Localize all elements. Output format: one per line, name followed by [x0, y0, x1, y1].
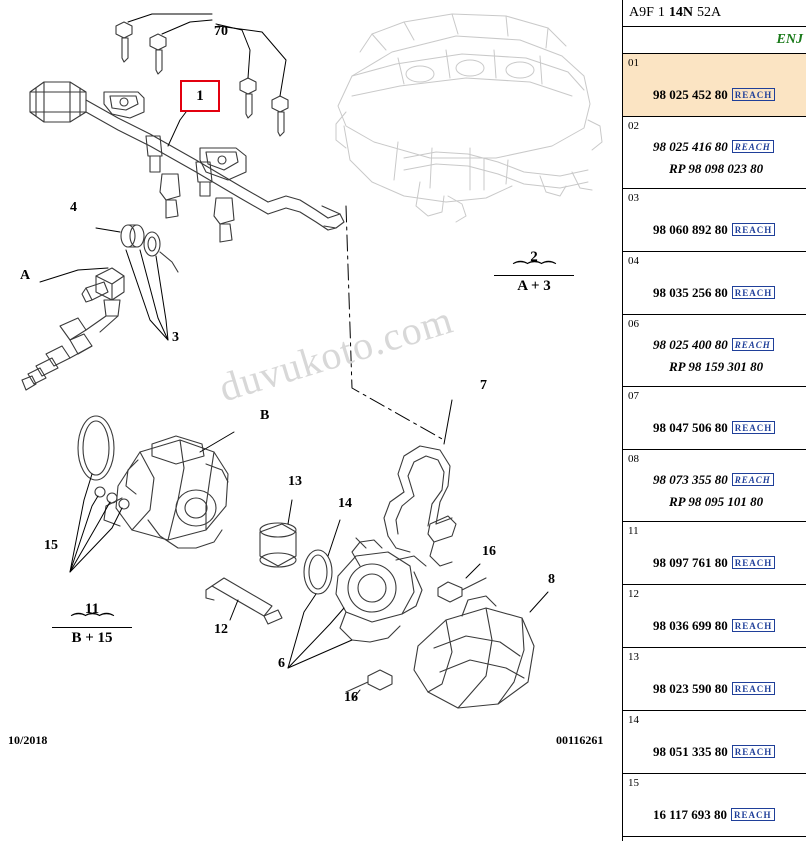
callout-7: 7	[480, 378, 487, 393]
table-row[interactable]	[623, 585, 806, 648]
part-number-text: 16 117 693 80	[653, 807, 728, 822]
assembly-a3-qty: 2	[530, 249, 538, 265]
row-index: 14	[628, 714, 639, 726]
part-number	[653, 744, 775, 760]
spacer-13	[260, 523, 296, 567]
part-number-text: 98 073 355 80	[653, 472, 728, 487]
row-index: 11	[628, 525, 639, 537]
assembly-b15-brace: ⌒⌒⌒	[70, 614, 113, 630]
callout-12: 12	[214, 622, 228, 637]
part-number-text: 98 025 400 80	[653, 337, 728, 352]
table-row[interactable]	[623, 387, 806, 450]
part-number	[653, 222, 775, 238]
part-number	[653, 472, 774, 488]
part-number-text: 98 047 506 80	[653, 420, 728, 435]
reach-badge: REACH	[731, 808, 775, 821]
part-number	[653, 807, 775, 823]
reach-badge: REACH	[732, 140, 774, 153]
section-label: ENJ	[623, 27, 806, 54]
parts-table	[622, 0, 806, 841]
engine-ghost-illustration	[336, 14, 602, 222]
injector-assembly	[22, 268, 124, 390]
callout-14: 14	[338, 496, 352, 511]
part-number	[653, 555, 775, 571]
callout-3: 3	[172, 330, 179, 345]
pump-cover-8	[414, 596, 534, 708]
reach-badge: REACH	[732, 556, 776, 569]
part-number	[653, 87, 775, 103]
row-index: 03	[628, 192, 639, 204]
callout-8: 8	[548, 572, 555, 587]
part-number	[653, 618, 775, 634]
callout-16-upper: 16	[482, 544, 496, 559]
parts-rows-container	[623, 54, 806, 837]
part-number-text: 98 025 452 80	[653, 87, 728, 102]
part-number-text: 98 035 256 80	[653, 285, 728, 300]
header-code-num1: 1	[657, 5, 665, 20]
assembly-b15-qty: 11	[84, 601, 100, 617]
assembly-a3-formula: A + 3	[494, 275, 574, 295]
table-header	[623, 0, 806, 27]
table-row[interactable]	[623, 117, 806, 189]
part-number-text: 98 097 761 80	[653, 555, 728, 570]
part-number-text: 98 023 590 80	[653, 681, 728, 696]
row-index: 12	[628, 588, 639, 600]
replacement-part-number: RP 98 098 023 80	[669, 161, 764, 176]
rail-bolts-group	[116, 22, 288, 136]
reach-badge: REACH	[732, 223, 776, 236]
callout-15: 15	[44, 538, 58, 553]
hp-pump-assembly	[104, 436, 228, 548]
row-index: 07	[628, 390, 639, 402]
part-number-text: 98 036 699 80	[653, 618, 728, 633]
table-row[interactable]	[623, 252, 806, 315]
callout-16-lower: 16	[344, 690, 358, 705]
part-number	[653, 139, 774, 155]
replacement-part-number: RP 98 159 301 80	[669, 359, 764, 374]
reach-badge: REACH	[732, 421, 776, 434]
replacement-part-number: RP 98 095 101 80	[669, 494, 764, 509]
regulator-assembly	[304, 538, 426, 642]
reach-badge: REACH	[732, 88, 776, 101]
table-row[interactable]	[623, 450, 806, 522]
callout-13: 13	[288, 474, 302, 489]
row-index: 04	[628, 255, 639, 267]
table-row[interactable]	[623, 315, 806, 387]
row-index: 01	[628, 57, 639, 69]
row-index: 13	[628, 651, 639, 663]
table-row[interactable]	[623, 189, 806, 252]
reach-badge: REACH	[732, 286, 776, 299]
row-index: 06	[628, 318, 639, 330]
assembly-a3-brace: ⌒⌒⌒	[512, 262, 555, 278]
part-number-text: 98 051 335 80	[653, 744, 728, 759]
callout-B: B	[260, 408, 270, 423]
reach-badge: REACH	[732, 745, 776, 758]
callout-4: 4	[70, 200, 77, 215]
part-number	[653, 681, 775, 697]
assembly-b15	[52, 602, 132, 647]
header-code-prefix: A9F	[629, 5, 654, 20]
callout-6: 6	[278, 656, 285, 671]
part-number	[653, 337, 774, 353]
bolts-16	[346, 578, 486, 692]
table-row[interactable]	[623, 54, 806, 117]
row-index: 15	[628, 777, 639, 789]
reach-badge: REACH	[732, 338, 774, 351]
row-index: 02	[628, 120, 639, 132]
assembly-a3	[494, 250, 574, 295]
seal-rings-group	[121, 225, 178, 272]
watermark: duvukoto.com	[213, 296, 459, 411]
row-index: 08	[628, 453, 639, 465]
table-row[interactable]	[623, 774, 806, 837]
pump-bolt	[206, 578, 282, 624]
reach-badge: REACH	[732, 682, 776, 695]
fuel-hose-7	[384, 446, 456, 566]
header-code-bold: 14N	[668, 5, 694, 20]
part-number	[653, 420, 775, 436]
table-row[interactable]	[623, 648, 806, 711]
table-row[interactable]	[623, 711, 806, 774]
assembly-b15-formula: B + 15	[52, 627, 132, 647]
part-number	[653, 285, 775, 301]
callout-1-highlighted[interactable]: 1	[180, 80, 220, 112]
reach-badge: REACH	[732, 473, 774, 486]
callout-70: 70	[214, 24, 228, 39]
part-number-text: 98 025 416 80	[653, 139, 728, 154]
header-code-suffix: 52A	[697, 5, 722, 20]
drawing-reference: 00116261	[556, 733, 604, 747]
callout-A: A	[20, 268, 31, 283]
table-row[interactable]	[623, 522, 806, 585]
reach-badge: REACH	[732, 619, 776, 632]
drawing-date: 10/2018	[8, 733, 48, 747]
part-number-text: 98 060 892 80	[653, 222, 728, 237]
